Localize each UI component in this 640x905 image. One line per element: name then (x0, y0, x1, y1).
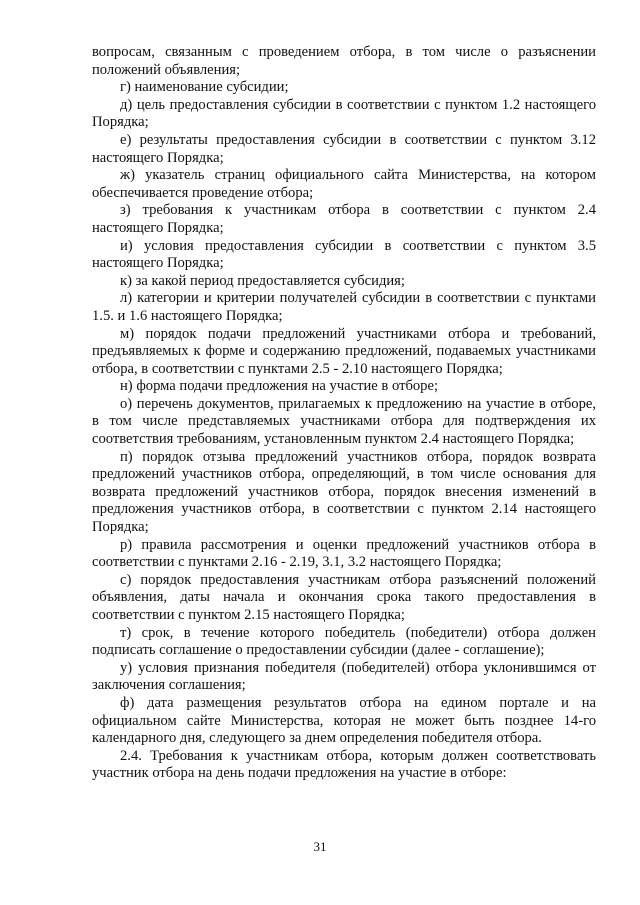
paragraph-item-g: г) наименование субсидии; (120, 79, 289, 96)
paragraph-item-k: к) за какой период предоставляется субсидия; (120, 272, 405, 289)
paragraph-item-i: и) условия предоставления субсидии в соответствии с пунктом 3.5 настоящего Порядка; (92, 237, 596, 272)
page-number: 31 (313, 839, 327, 854)
document-body (92, 44, 596, 783)
paragraph-item-d: д) цель предоставления субсидии в соответствии с пунктом 1.2 настоящего Порядка; (92, 96, 596, 131)
paragraph-item-o: о) перечень документов, прилагаемых к предложению на участие в отборе, в том числе представляемых участниками отбора для подтверждения их соответствия требованиям, установленным пунктом 2.4 настоящего Порядка; (92, 395, 596, 448)
paragraph-item-p: п) порядок отзыва предложений участников отбора, порядок возврата предложений участников отбора, определяющий, в том числе основания для возврата предложений участников отбора, порядок внесения изменений в предложения участников отбора, в соответствии с пунктом 2.14 настоящего Порядка; (92, 448, 596, 536)
paragraph-item-zh: ж) указатель страниц официального сайта Министерства, на котором обеспечивается проведение отбора; (92, 167, 596, 201)
paragraph-item-n: н) форма подачи предложения на участие в отборе; (120, 378, 439, 395)
paragraph-item-t: т) срок, в течение которого победитель (победители) отбора должен подписать соглашение о предоставлении субсидии (далее - соглашение); (92, 624, 596, 659)
paragraph-item-u: у) условия признания победителя (победителей) отбора уклонившимся от заключения соглашения; (92, 659, 596, 694)
paragraph-0: вопросам, связанным с проведением отбора, в том числе о разъяснении положений объявления; (92, 44, 596, 78)
paragraph-item-s: с) порядок предоставления участникам отбора разъяснений положений объявления, даты начала и окончания срока такого предоставления в соответствии с пунктом 2.15 настоящего Порядка; (92, 571, 596, 623)
paragraph-item-l: л) категории и критерии получателей субсидии в соответствии с пунктами 1.5. и 1.6 настоящего Порядка; (92, 290, 596, 324)
paragraph-item-e: е) результаты предоставления субсидии в соответствии с пунктом 3.12 настоящего Порядка; (92, 131, 596, 166)
paragraph-item-f: ф) дата размещения результатов отбора на едином портале и на официальном сайте Министерства, которая не может быть позднее 14-го календарного дня, следующего за днем определения победителя отбора. (92, 694, 596, 747)
paragraph-item-m: м) порядок подачи предложений участниками отбора и требований, предъявляемых к форме и содержанию предложений, подаваемых участниками отбора, в соответствии с пунктами 2.5 - 2.10 настоящего Порядка; (92, 325, 596, 377)
paragraph-item-r: р) правила рассмотрения и оценки предложений участников отбора в соответствии с пунктами 2.16 - 2.19, 3.1, 3.2 настоящего Порядка; (92, 536, 596, 571)
paragraph-item-z: з) требования к участникам отбора в соответствии с пунктом 2.4 настоящего Порядка; (92, 202, 596, 236)
paragraph-section-2-4: 2.4. Требования к участникам отбора, которым должен соответствовать участник отбора на день подачи предложения на участие в отборе: (92, 747, 596, 782)
